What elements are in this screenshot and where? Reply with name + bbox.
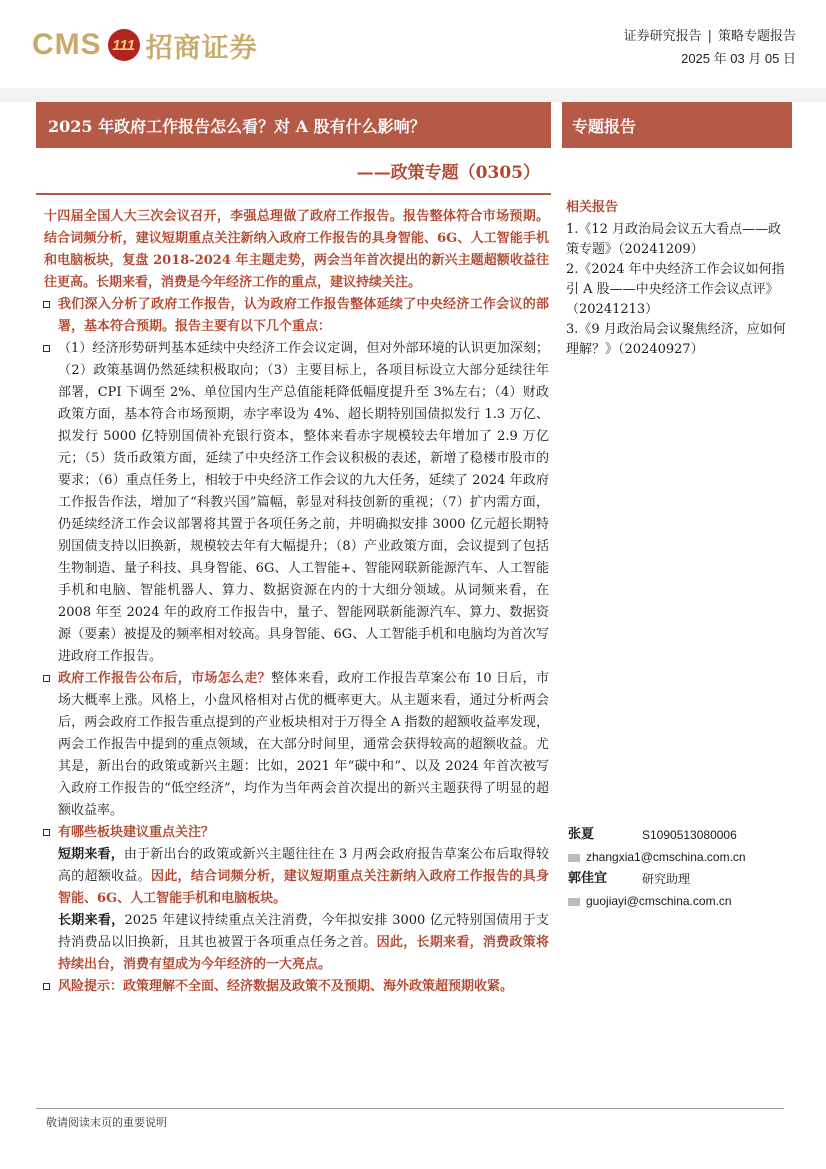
envelope-icon — [568, 854, 580, 862]
short-term-para — [44, 844, 549, 910]
long-term-lead: 长期来看， — [58, 913, 125, 928]
risk-warning: 风险提示：政策理解不全面、经济数据及政策不及预期、海外政策超预期收紧。 — [44, 976, 549, 998]
side-label: 专题报告 — [562, 102, 792, 148]
related-heading: 相关报告 — [566, 200, 619, 215]
author-name: 郭佳宜 — [568, 871, 608, 886]
footer-note: 敬请阅读末页的重要说明 — [46, 1116, 167, 1129]
logo-cms-text: CMS — [32, 28, 102, 61]
bullet-market — [44, 668, 549, 822]
author-row — [568, 868, 792, 890]
author-email[interactable]: guojiayi@cmschina.com.cn — [586, 894, 732, 908]
related-item[interactable]: 2.《2024 年中央经济工作会议如何指引 A 股——中央经济工作会议点评》（20241213） — [566, 262, 785, 317]
report-subtitle: ——政策专题（0305） — [356, 163, 540, 183]
envelope-icon — [568, 898, 580, 906]
bullet-key-points: （1）经济形势研判基本延续中央经济工作会议定调，但对外部环境的认识更加深刻；（2）政策基调仍然延续积极取向；（3）主要目标上，各项目标设立大部分延续往年部署，CPI 下调至 2%、单位国内生产总值能耗降低幅度提升至 3%左右；（4）财政政策方面，基本符合市场预期，赤字率设为 4%、超长期特别国债拟发行 1.3 万亿、拟发行 5000 亿特别国债补充银行资本，整体来看赤字规模较去年增加了 2.9 万亿元；（5）货币政策方面，延续了中央经济工作会议积极的表述，新增了稳楼市股市的要求；（6）重点任务上，相较于中央经济工作会议的九大任务，延续了 2024 年政府工作报告作法，增加了“科教兴国”篇幅，彰显对科技创新的重视；（7）扩内需方面，仍延续经济工作会议部署将其置于各项任务之前，并明确拟安排 3000 亿元超长期特别国债支持以旧换新，规模较去年有大幅提升；（8）产业政策方面，会议提到了包括生物制造、量子科技、具身智能、6G、人工智能+、智能网联新能源汽车、人工智能手机和电脑、智能机器人、算力、数据资源在内的十大细分领域。从词频来看，在 2008 年至 2024 年的政府工作报告中，量子、智能网联新能源汽车、算力、数据资源（要素）被提及的频率相对较高。具身智能、6G、人工智能手机和电脑均为首次写进政府工作报告。 — [44, 338, 549, 668]
report-type: 证券研究报告 — [623, 29, 702, 44]
author-role: 研究助理 — [642, 872, 691, 886]
separator: | — [707, 29, 712, 44]
short-term-lead: 短期来看， — [58, 847, 124, 862]
footer-divider — [36, 1108, 784, 1109]
bullet-analysis: 我们深入分析了政府工作报告，认为政府工作报告整体延续了中央经济工作会议的部署，基本符合预期。报告主要有以下几个重点： — [44, 294, 549, 338]
related-item[interactable]: 1.《12 月政治局会议五大看点——政策专题》（20241209） — [566, 222, 782, 257]
bullet-sectors: 有哪些板块建议重点关注？ — [44, 822, 549, 844]
title-divider — [36, 193, 551, 195]
author-id: S1090513080006 — [642, 828, 737, 842]
long-term-body: 2025 年建议持续重点关注消费，今年拟安排 3000 亿元特别国债用于支持消费品以旧换新，且其也被置于各项重点任务之首。 — [58, 913, 549, 950]
related-item[interactable]: 3.《9 月政治局会议聚焦经济，应如何理解？》（20240927） — [566, 322, 786, 357]
report-title: 2025 年政府工作报告怎么看？对 A 股有什么影响？ — [36, 102, 551, 148]
author-email[interactable]: zhangxia1@cmschina.com.cn — [586, 850, 746, 864]
author-block — [568, 824, 792, 912]
author-row — [568, 824, 792, 846]
intro-summary: 十四届全国人大三次会议召开，李强总理做了政府工作报告。报告整体符合市场预期。结合词频分析，建议短期重点关注新纳入政府工作报告的具身智能、6G、人工智能手机和电脑板块，复盘 2018-2024 年主题走势，两会当年首次提出的新兴主题超额收益往往更高。长期来看，消费是今年经济工作的重点，建议持续关注。 — [44, 209, 549, 290]
report-meta — [624, 26, 796, 70]
bullet-market-body: 整体来看，政府工作报告草案公布 10 日后，市场大概率上涨。风格上，小盘风格相对占优的概率更大。从主题来看，通过分析两会后，两会政府工作报告重点提到的产业板块相对于万得全 A 指数的超额收益率发现，两会工作报告中提到的重点领域，在大部分时间里，通常会获得较高的超额收益。尤其是，新出台的政策或新兴主题：比如，2021 年“碳中和”、以及 2024 年首次被写入政府工作报告的“低空经济”，均作为当年两会首次提出的新兴主题获得了明显的超额收益率。 — [58, 671, 549, 818]
logo-cn-text: 招商证券 — [145, 32, 258, 64]
logo-mark-icon: 111 — [108, 29, 140, 61]
report-date: 2025 年 03 月 05 日 — [681, 51, 796, 66]
related-reports — [566, 198, 790, 360]
author-email-row — [568, 890, 792, 912]
main-content — [44, 206, 549, 998]
bullet-market-lead: 政府工作报告公布后，市场怎么走？ — [58, 671, 271, 686]
company-logo — [32, 24, 258, 66]
header-band — [0, 88, 826, 102]
author-email-row — [568, 846, 792, 868]
author-name: 张夏 — [568, 827, 595, 842]
short-term-body: 由于新出台的政策或新兴主题往往在 3 月两会政府报告草案公布后取得较高的超额收益。 — [58, 847, 549, 884]
long-term-highlight: 因此，长期来看，消费政策将持续出台，消费有望成为今年经济的一大亮点。 — [58, 935, 549, 972]
report-subtype: 策略专题报告 — [717, 29, 796, 44]
long-term-para — [44, 910, 549, 976]
short-term-highlight: 因此，结合词频分析，建议短期重点关注新纳入政府工作报告的具身智能、6G、人工智能手机和电脑板块。 — [58, 869, 549, 906]
